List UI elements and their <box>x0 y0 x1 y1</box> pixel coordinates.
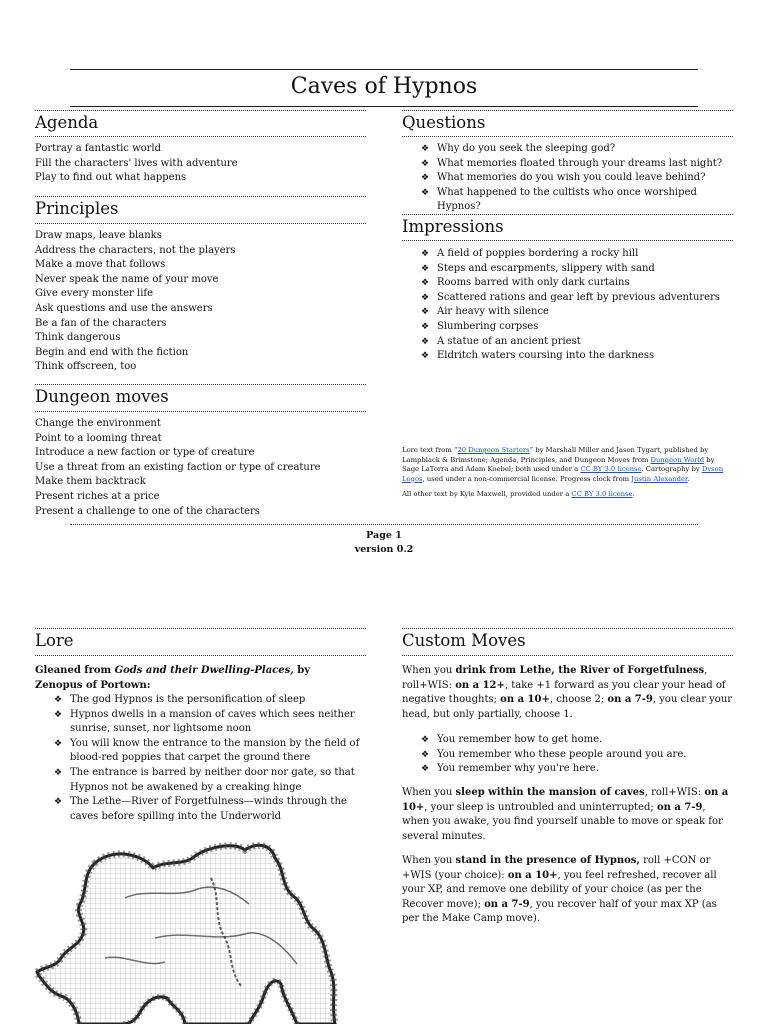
impressions-heading: Impressions <box>402 217 504 236</box>
lore-heading: Lore <box>35 631 74 650</box>
impression-item: ❖ Scattered rations and gear left by previous adventurers <box>421 291 733 306</box>
version-label: version 0.2 <box>354 544 414 555</box>
move-text: , when you awake, you find yourself unable to move or speak for several minutes. <box>402 801 723 842</box>
principle-item: Never speak the name of your move <box>35 273 219 285</box>
dungeon-move-item: Present a challenge to one of the characters <box>35 505 260 517</box>
move-text: , you feel refreshed, recover all your XP, and remove one debility of your choice (as per the Recover move); <box>402 869 717 910</box>
lore-item: ❖ The entrance is barred by neither door nor gate, so that Hypnos not be awakened by a creaking hinge <box>54 766 366 795</box>
principle-item: Begin and end with the fiction <box>35 346 189 358</box>
agenda-item: Play to find out what happens <box>35 172 187 184</box>
custom-move-lethe <box>402 664 733 722</box>
lethe-options-list <box>421 733 733 777</box>
custom-moves-rule <box>402 628 733 629</box>
credits-text: . Cartography by <box>641 465 702 474</box>
impression-item: ❖ Steps and escarpments, slippery with sand <box>421 262 733 277</box>
agenda-rule-bottom <box>35 136 366 137</box>
move-result: on a 10+ <box>402 787 729 813</box>
move-trigger: sleep within the mansion of caves <box>455 787 645 798</box>
title-bottom-rule <box>70 106 698 107</box>
agenda-rule <box>35 110 366 111</box>
move-result: on a 10+ <box>507 869 558 881</box>
questions-list <box>421 142 733 215</box>
dungeon-move-item: Make them backtrack <box>35 476 146 488</box>
link-20-dungeon-starters[interactable]: 20 Dungeon Starters <box>457 446 530 454</box>
dungeon-move-item: Change the environment <box>35 418 161 429</box>
move-text: When you <box>402 665 456 676</box>
impression-item: ❖ Rooms barred with only dark curtains <box>421 276 733 291</box>
link-cc-by-license[interactable]: CC BY 3.0 license <box>580 465 642 474</box>
lore-item: ❖ The god Hypnos is the personification of sleep <box>54 693 366 708</box>
principle-item: Give every monster life <box>35 288 154 300</box>
lore-intro-author: by Zenopus of Portown: <box>35 665 311 691</box>
credits-text: All other text by Kyle Maxwell, provided under a <box>402 490 572 499</box>
dungeon-move-item: Introduce a new faction or type of creature <box>35 447 255 459</box>
lore-intro <box>35 664 335 693</box>
credits-paragraph-1 <box>402 446 732 484</box>
principles-rule <box>35 196 366 197</box>
questions-rule <box>402 110 733 111</box>
principles-rule-bottom <box>35 223 366 224</box>
credits-text: . <box>687 474 690 483</box>
credits-text: . <box>632 490 635 499</box>
principle-item: Address the characters, not the players <box>35 244 236 256</box>
page-title: Caves of Hypnos <box>290 74 478 99</box>
dungeon-move-item: Point to a looming threat <box>35 432 162 444</box>
page-number: Page 1 <box>366 530 402 541</box>
impression-item: ❖ A statue of an ancient priest <box>421 335 733 350</box>
impression-item: ❖ Air heavy with silence <box>421 305 733 320</box>
impression-item: ❖ Slumbering corpses <box>421 320 733 335</box>
question-item: ❖ What memories do you wish you could leave behind? <box>421 171 733 186</box>
agenda-heading: Agenda <box>35 113 99 132</box>
dungeon-moves-heading: Dungeon moves <box>35 387 169 406</box>
credits-paragraph-2 <box>402 490 732 500</box>
custom-moves-heading: Custom Moves <box>402 631 526 650</box>
title-top-rule <box>70 69 698 70</box>
move-text: , take +1 forward as you clear your head of negative thoughts; <box>402 679 726 706</box>
dungeon-moves-rule-bottom <box>35 411 366 412</box>
principle-item: Draw maps, leave blanks <box>35 230 162 241</box>
lore-item: ❖ The Lethe—River of Forgetfulness—winds through the caves before spilling into the Underworld <box>54 795 366 824</box>
lore-item: ❖ You will know the entrance to the mansion by the field of blood-red poppies that carpet the ground there <box>54 737 366 766</box>
lore-rule <box>35 628 366 629</box>
lethe-option-item: ❖ You remember who these people around you are. <box>421 748 733 763</box>
link-cc-by-license-2[interactable]: CC BY 3.0 license <box>571 490 633 499</box>
move-text: When you <box>402 855 456 866</box>
lore-rule-bottom <box>35 655 366 656</box>
questions-rule-bottom <box>402 136 733 137</box>
lore-book-title: Gods and their Dwelling-Places, <box>114 665 294 676</box>
lore-list <box>54 693 366 824</box>
dungeon-moves-list <box>35 417 366 519</box>
lethe-option-item: ❖ You remember why you're here. <box>421 762 733 777</box>
principle-item: Think offscreen, too <box>35 361 137 373</box>
move-text: , your sleep is untroubled and uninterrupted; <box>424 801 657 813</box>
move-text: , you recover half of your max XP (as per the Make Camp move). <box>402 898 717 925</box>
move-text: , roll+WIS: <box>402 665 708 691</box>
move-text: , roll+WIS: <box>644 787 705 798</box>
link-dungeon-world[interactable]: Dungeon World <box>650 455 705 464</box>
move-trigger: drink from Lethe, the River of Forgetfulness <box>455 665 705 676</box>
credits-text: ” by Marshall Miller and Jason Tygart, published by Lampblack & Brimstone; Agenda, Principles, and Dungeon Moves from <box>402 446 709 464</box>
agenda-list <box>35 142 366 186</box>
move-text: roll +CON or +WIS (your choice): <box>402 855 711 881</box>
dungeon-move-item: Present riches at a price <box>35 490 160 502</box>
dungeon-move-item: Use a threat from an existing faction or type of creature <box>35 461 321 473</box>
impressions-rule <box>402 214 733 215</box>
cave-map-image <box>35 838 345 1024</box>
lore-intro-lead: Gleaned from <box>35 665 115 676</box>
custom-move-sleep <box>402 786 733 844</box>
move-text: , you clear your head, but only partially, choose 1. <box>402 694 733 720</box>
questions-heading: Questions <box>402 113 486 132</box>
custom-moves-rule-bottom <box>402 655 733 656</box>
move-result: on a 12+ <box>455 679 505 691</box>
impression-item: ❖ Eldritch waters coursing into the darkness <box>421 349 733 364</box>
move-result: on a 7-9 <box>656 801 703 813</box>
impression-item: ❖ A field of poppies bordering a rocky hill <box>421 247 733 262</box>
principles-heading: Principles <box>35 199 119 218</box>
footer-rule <box>70 524 698 525</box>
question-item: ❖ What happened to the cultists who once worshiped Hypnos? <box>421 186 733 215</box>
custom-move-hypnos <box>402 854 733 927</box>
question-item: ❖ Why do you seek the sleeping god? <box>421 142 733 157</box>
move-trigger: stand in the presence of Hypnos, <box>455 855 640 866</box>
impressions-rule-bottom <box>402 240 733 241</box>
principles-list <box>35 229 366 375</box>
move-result: on a 7-9 <box>484 898 530 910</box>
principle-item: Ask questions and use the answers <box>35 302 213 314</box>
move-text: When you <box>402 787 456 798</box>
credits-block <box>402 446 732 500</box>
move-result: on a 10+ <box>500 694 550 706</box>
link-justin-alexander[interactable]: Justin Alexander <box>631 474 688 483</box>
move-text: , choose 2; <box>549 694 608 706</box>
question-item: ❖ What memories floated through your dreams last night? <box>421 157 733 172</box>
principle-item: Make a move that follows <box>35 259 166 271</box>
link-dyson-logos[interactable]: Dyson Logos <box>402 465 724 483</box>
lethe-option-item: ❖ You remember how to get home. <box>421 733 733 748</box>
credits-text: Lore text from “ <box>402 446 458 454</box>
agenda-item: Fill the characters' lives with adventure <box>35 157 238 169</box>
dungeon-moves-rule <box>35 384 366 385</box>
move-result: on a 7-9 <box>607 694 653 706</box>
credits-text: , used under a non-commercial license. Progress clock from <box>422 474 632 483</box>
lore-item: ❖ Hypnos dwells in a mansion of caves which sees neither sunrise, sunset, nor lightsome noon <box>54 708 366 737</box>
credits-text: by Sage LaTorra and Adam Koebel; both used under a <box>402 455 715 474</box>
agenda-item: Portray a fantastic world <box>35 143 162 154</box>
principle-item: Be a fan of the characters <box>35 317 167 329</box>
impressions-list <box>421 247 733 364</box>
principle-item: Think dangerous <box>35 332 121 344</box>
